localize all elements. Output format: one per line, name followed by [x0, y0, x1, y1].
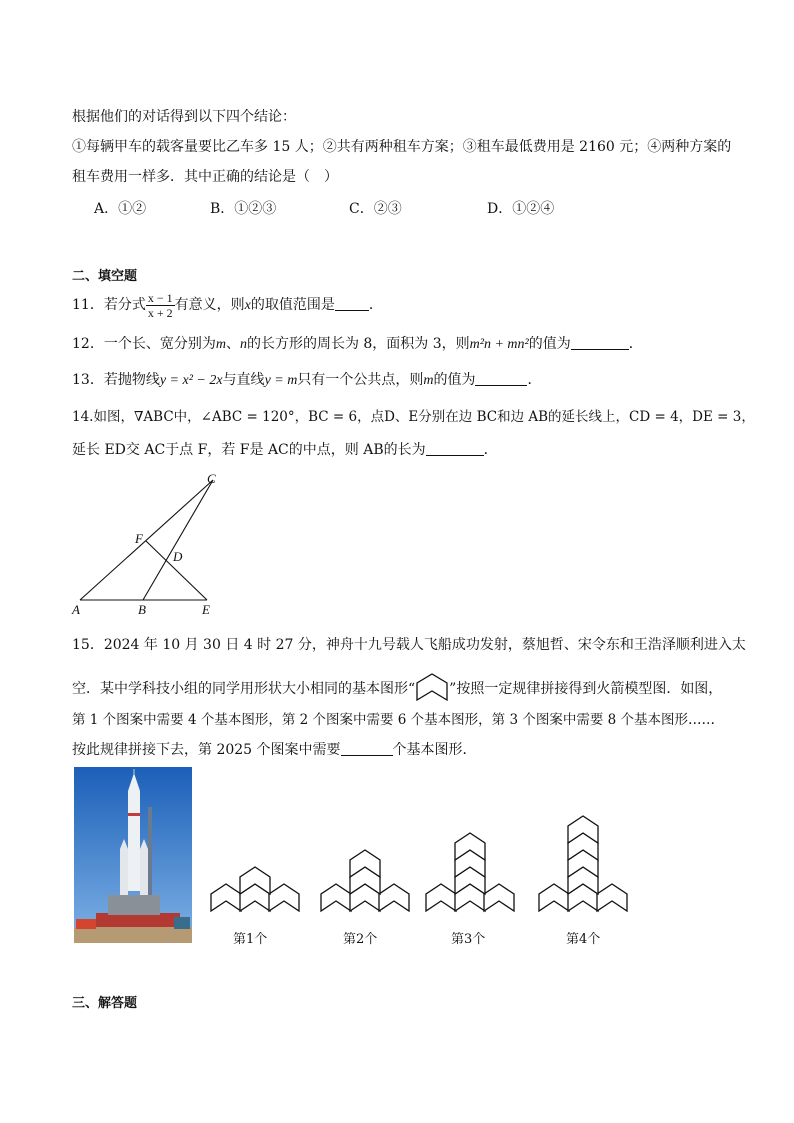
intro-line-2: ①每辆甲车的载客量要比乙车多 15 人；②共有两种租车方案；③租车最低费用是 2160 元；④两种方案的	[72, 139, 732, 155]
q12-answer-blank[interactable]	[571, 335, 629, 350]
chevron-tile	[539, 884, 569, 911]
point-d-label: D	[173, 549, 183, 564]
caption-pattern-4: 第4个	[566, 932, 601, 947]
q13-line: y = m	[264, 373, 298, 388]
line-bc	[143, 480, 213, 600]
caption-pattern-2: 第2个	[343, 932, 378, 947]
q15-text-c: 按此规律拼接下去，第 2025 个图案中需要	[72, 742, 341, 758]
caption-pattern-1: 第1个	[233, 932, 268, 947]
q14-answer-blank[interactable]	[426, 441, 484, 456]
point-a-label: A	[72, 602, 80, 617]
q13-mid2: 只有一个公共点，则	[297, 372, 424, 388]
chevron-tile	[597, 884, 627, 911]
q11-denominator: x + 2	[147, 305, 173, 320]
q13-prefix: 13．若抛物线	[72, 372, 160, 388]
intro-line-3: 租车费用一样多．其中正确的结论是（ ）	[72, 169, 338, 185]
intro-line-1: 根据他们的对话得到以下四个结论：	[72, 109, 296, 125]
rocket-photo	[74, 767, 192, 943]
line-ac	[80, 480, 213, 600]
q15-text-d: 个基本图形．	[392, 742, 477, 758]
q14-line-2	[72, 439, 498, 459]
q13-mid: 与直线	[222, 372, 265, 388]
q15-answer-blank[interactable]	[341, 741, 393, 756]
choice-a: A．①②	[94, 201, 147, 217]
q14-line-1: 14.如图，∇ABC中，∠ABC = 120°，BC = 6，点D、E分别在边 BC和边 AB的延长线上，CD = 4，DE = 3，	[72, 409, 755, 425]
choice-c: C．②③	[349, 201, 402, 217]
q15-line-3: 第 1 个图案中需要 4 个基本图形，第 2 个图案中需要 6 个基本图形，第 3 个图案中需要 8 个基本图形……	[72, 712, 716, 728]
q14-text: 延长 ED交 AC于点 F，若 F是 AC的中点，则 AB的长为	[72, 442, 426, 458]
question-11	[72, 287, 383, 324]
caption-pattern-3: 第3个	[451, 932, 486, 947]
q12-m: m	[215, 337, 226, 352]
q13-answer-blank[interactable]	[475, 371, 527, 386]
q13-post: 的值为	[433, 372, 476, 388]
q14-end: ．	[483, 442, 498, 458]
q13-end: ．	[527, 372, 542, 388]
q12-post: 的值为	[528, 336, 571, 352]
section-answer-heading: 三、解答题	[72, 996, 138, 1011]
q12-end: ．	[628, 336, 643, 352]
point-f-label: F	[135, 531, 143, 546]
chevron-tile	[211, 884, 241, 911]
q12-mid: 的长方形的周长为 8，面积为 3，则	[246, 336, 470, 352]
q12-n: n	[239, 337, 247, 352]
q11-mid: 有意义，则	[174, 297, 245, 313]
q14-triangle-figure	[70, 466, 230, 618]
q11-end: ．	[368, 297, 383, 313]
q15-text-b: ”按照一定规律拼接得到火箭模型图．如图，	[449, 681, 723, 697]
q12-expression: m²n + mn²	[469, 337, 529, 352]
q11-fraction	[146, 291, 175, 320]
q15-line-4	[72, 739, 477, 759]
q13-parabola: y = x² − 2x	[159, 373, 223, 388]
point-c-label: C	[207, 471, 216, 486]
q11-var: x	[244, 298, 251, 313]
q15-text-a: 空．某中学科技小组的同学用形状大小相同的基本图形“	[72, 681, 416, 697]
chevron-shape-icon	[415, 672, 449, 702]
chevron-tile	[426, 884, 456, 911]
section-fill-heading: 二、填空题	[72, 269, 138, 284]
q13-m: m	[423, 373, 434, 388]
question-12	[72, 333, 643, 353]
choice-b: B．①②③	[210, 201, 277, 217]
q11-answer-blank[interactable]	[335, 296, 369, 311]
chevron-tile	[269, 884, 299, 911]
q11-post: 的取值范围是	[250, 297, 335, 313]
q15-line-2	[72, 672, 722, 702]
q11-prefix: 11．若分式	[72, 297, 146, 313]
chevron-tile	[379, 884, 409, 911]
chevron-tile	[484, 884, 514, 911]
rocket-pattern-figures	[200, 775, 640, 925]
q15-line-1: 15．2024 年 10 月 30 日 4 时 27 分，神舟十九号载人飞船成功发射，蔡旭哲、宋令东和王浩泽顺利进入太	[72, 637, 746, 653]
q12-prefix: 12．一个长、宽分别为	[72, 336, 216, 352]
point-e-label: E	[202, 602, 210, 617]
q11-numerator: x − 1	[147, 290, 173, 305]
point-b-label: B	[138, 602, 146, 617]
question-13	[72, 369, 541, 389]
choice-d: D．①②④	[487, 201, 555, 217]
chevron-tile	[321, 884, 351, 911]
q12-sep: 、	[225, 336, 240, 352]
